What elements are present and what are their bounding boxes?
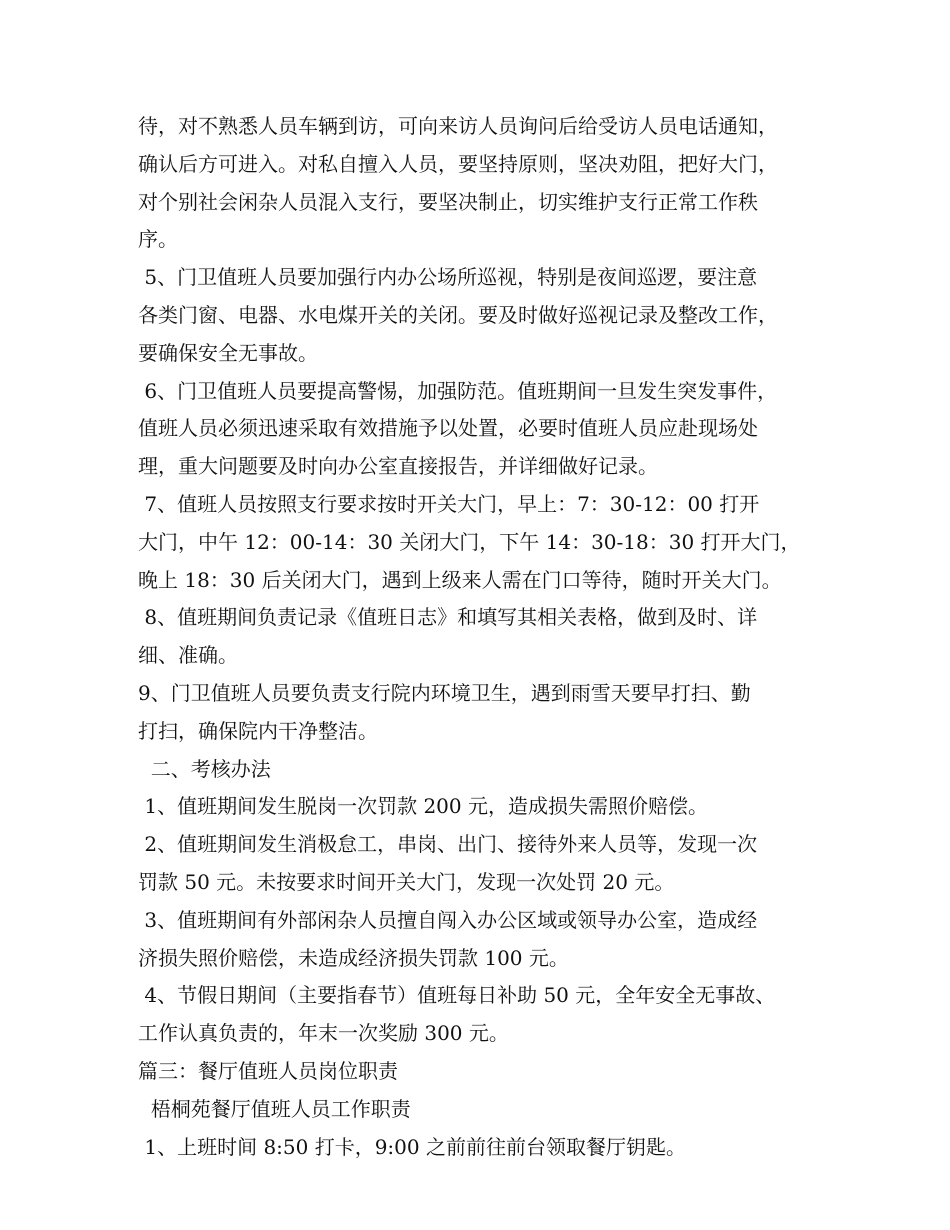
text-line: 1、值班期间发生脱岗一次罚款 200 元，造成损失需照价赔偿。 xyxy=(138,794,708,819)
document-body xyxy=(138,108,828,1166)
text-line: 9、门卫值班人员要负责支行院内环境卫生，遇到雨雪天要早打扫、勤 xyxy=(138,680,751,705)
text-line: 2、值班期间发生消极怠工，串岗、出门、接待外来人员等，发现一次 xyxy=(138,832,758,857)
text-line: 7、值班人员按照支行要求按时开关大门，早上：7：30-12：00 打开 xyxy=(138,491,760,516)
text-line: 5、门卫值班人员要加强行内办公场所巡视，特别是夜间巡逻，要注意 xyxy=(138,265,758,290)
text-line: 确认后方可进入。对私自擅入人员，要坚持原则，坚决劝阻，把好大门， xyxy=(138,151,778,176)
text-line: 4、节假日期间（主要指春节）值班每日补助 50 元，全年安全无事故、 xyxy=(138,983,776,1008)
text-line: 6、门卫值班人员要提高警惕，加强防范。值班期间一旦发生突发事件， xyxy=(138,378,778,403)
section-heading: 二、考核办法 xyxy=(138,756,271,781)
text-line: 序。 xyxy=(138,227,178,252)
text-line: 细、准确。 xyxy=(138,643,238,668)
text-line: 对个别社会闲杂人员混入支行，要坚决制止，切实维护支行正常工作秩 xyxy=(138,189,758,214)
text-line: 各类门窗、电器、水电煤开关的关闭。要及时做好巡视记录及整改工作， xyxy=(138,302,778,327)
subsection-heading: 梧桐苑餐厅值班人员工作职责 xyxy=(138,1096,411,1121)
text-line: 罚款 50 元。未按要求时间开关大门，发现一次处罚 20 元。 xyxy=(138,869,675,894)
text-line: 大门，中午 12：00-14：30 关闭大门，下午 14：30-18：30 打开大门， xyxy=(138,529,801,554)
text-line: 1、上班时间 8:50 打卡，9:00 之前前往前台领取餐厅钥匙。 xyxy=(138,1134,686,1159)
text-line: 济损失照价赔偿，未造成经济损失罚款 100 元。 xyxy=(138,945,569,970)
text-line: 要确保安全无事故。 xyxy=(138,340,318,365)
text-line: 值班人员必须迅速采取有效措施予以处置，必要时值班人员应赴现场处 xyxy=(138,416,758,441)
text-line: 打扫，确保院内干净整洁。 xyxy=(138,718,378,743)
chapter-heading: 篇三：餐厅值班人员岗位职责 xyxy=(138,1058,398,1083)
text-line: 3、值班期间有外部闲杂人员擅自闯入办公区域或领导办公室，造成经 xyxy=(138,907,758,932)
text-line: 晚上 18：30 后关闭大门，遇到上级来人需在门口等待，随时开关大门。 xyxy=(138,567,782,592)
text-line: 待，对不熟悉人员车辆到访，可向来访人员询问后给受访人员电话通知， xyxy=(138,114,778,138)
text-line: 理，重大问题要及时向办公室直接报告，并详细做好记录。 xyxy=(138,454,658,479)
text-line: 8、值班期间负责记录《值班日志》和填写其相关表格，做到及时、详 xyxy=(138,605,758,630)
text-line: 工作认真负责的，年末一次奖励 300 元。 xyxy=(138,1021,509,1046)
